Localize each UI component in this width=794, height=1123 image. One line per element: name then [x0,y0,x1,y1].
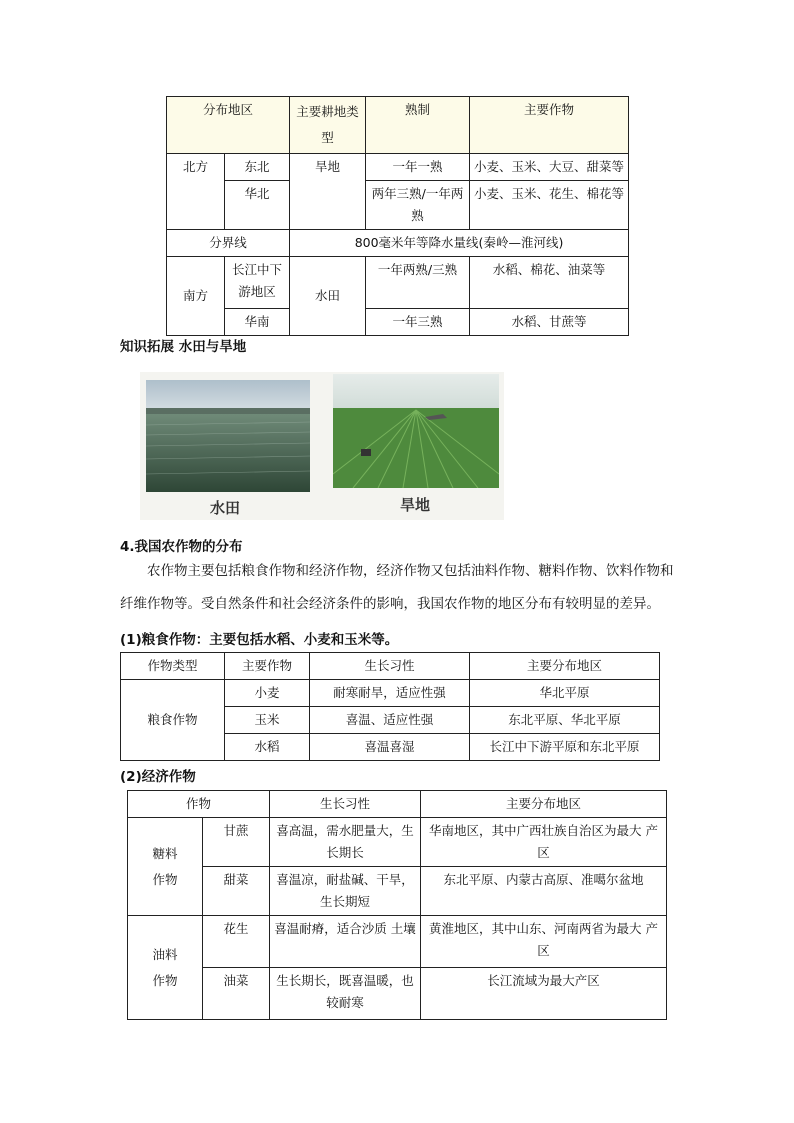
t3-header-region: 主要分布地区 [421,791,667,818]
nc-system: 两年三熟/一年两熟 [366,181,470,230]
boundary-label: 分界线 [167,230,290,257]
table-row-region: 华北平原 [470,680,660,707]
dry-caption: 旱地 [400,496,431,514]
table-row-crop: 花生 [203,916,270,968]
header-region: 分布地区 [167,97,290,154]
section-title: 4.我国农作物的分布 [120,539,243,555]
grain-heading: (1)粮食作物：主要包括水稻、小麦和玉米等。 [120,632,399,648]
table-row-region: 东北平原、内蒙古高原、准噶尔盆地 [421,867,667,916]
knowledge-title: 知识拓展 水田与旱地 [120,339,247,355]
dry-land-type: 旱地 [290,154,366,230]
paddy-caption: 水田 [210,499,241,517]
table-row-habit: 喜温耐瘠，适合沙质 土壤 [270,916,421,968]
economic-crops-table [127,790,667,1020]
table-row-crop: 甜菜 [203,867,270,916]
table-row-habit: 生长期长，既喜温暖，也较耐寒 [270,968,421,1020]
farming-regions-table [166,96,629,336]
yz-system: 一年两熟/三熟 [366,257,470,309]
t2-header-habit: 生长习性 [310,653,470,680]
table-row-crop: 水稻 [225,734,310,761]
yz-crops: 水稻、棉花、油菜等 [470,257,629,309]
table-row-crop: 甘蔗 [203,818,270,867]
paddy-land-type: 水田 [290,257,366,336]
northeast-label: 东北 [225,154,290,181]
field-photos [140,372,504,520]
table-row-habit: 喜高温，需水肥量大，生长期长 [270,818,421,867]
table-row-habit: 喜温喜湿 [310,734,470,761]
grain-category: 粮食作物 [121,680,225,761]
oil-category: 油料作物 [128,916,203,1020]
header-land-type: 主要耕地类型 [290,97,366,154]
t2-header-region: 主要分布地区 [470,653,660,680]
table-row-region: 长江流域为最大产区 [421,968,667,1020]
section-paragraph: 农作物主要包括粮食作物和经济作物，经济作物又包括油料作物、糖料作物、饮料作物和纤维作物等。受自然条件和社会经济条件的影响，我国农作物的地区分布有较明显的差异。 [120,563,674,612]
grain-crops-table [120,652,660,761]
dry-land-image [333,374,499,488]
table-row-region: 黄淮地区，其中山东、河南两省为最大 产区 [421,916,667,968]
header-cropping-system: 熟制 [366,97,470,154]
table-row-region: 华南地区，其中广西壮族自治区为最大 产区 [421,818,667,867]
sc-crops: 水稻、甘蔗等 [470,309,629,336]
ne-crops: 小麦、玉米、大豆、甜菜等 [470,154,629,181]
table-row-habit: 耐寒耐旱，适应性强 [310,680,470,707]
table-row-region: 长江中下游平原和东北平原 [470,734,660,761]
boundary-value: 800毫米年等降水量线(秦岭—淮河线) [290,230,629,257]
sc-system: 一年三熟 [366,309,470,336]
north-china-label: 华北 [225,181,290,230]
table-row-habit: 喜温、适应性强 [310,707,470,734]
sugar-category: 糖料作物 [128,818,203,916]
t3-header-crop: 作物 [128,791,270,818]
t3-header-habit: 生长习性 [270,791,421,818]
table-row-crop: 油菜 [203,968,270,1020]
north-label: 北方 [167,154,225,230]
header-main-crops: 主要作物 [470,97,629,154]
south-label: 南方 [167,257,225,336]
t2-header-type: 作物类型 [121,653,225,680]
table-row-habit: 喜温凉，耐盐碱、干旱，生长期短 [270,867,421,916]
econ-heading: (2)经济作物 [120,769,196,785]
south-china-label: 华南 [225,309,290,336]
nc-crops: 小麦、玉米、花生、棉花等 [470,181,629,230]
yangtze-label: 长江中下游地区 [225,257,290,309]
table-row-crop: 玉米 [225,707,310,734]
paddy-field-image [146,380,310,492]
ne-system: 一年一熟 [366,154,470,181]
table-row-crop: 小麦 [225,680,310,707]
table-row-region: 东北平原、华北平原 [470,707,660,734]
t2-header-crop: 主要作物 [225,653,310,680]
